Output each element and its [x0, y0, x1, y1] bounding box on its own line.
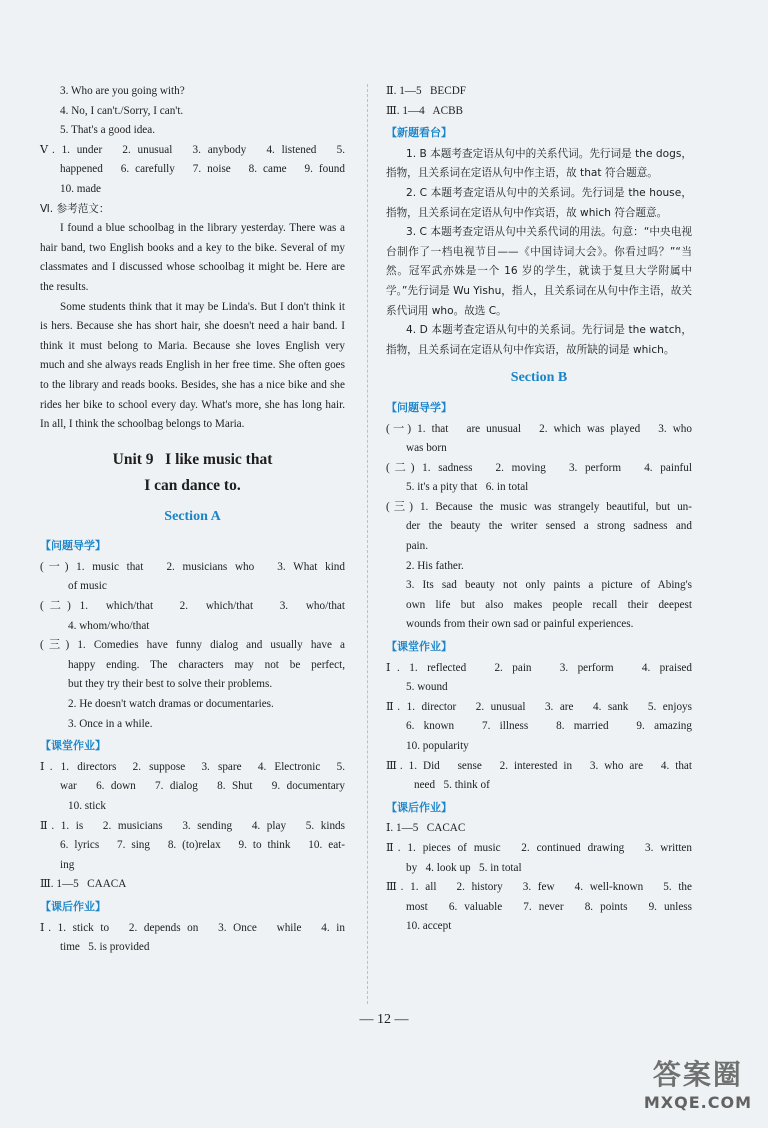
- answer-line: 5. wound: [406, 681, 448, 694]
- answer-line: by 4. look up 5. in total: [406, 861, 522, 874]
- xinti-explanation: 1. B 本题考查定语从句中的关系代词。先行词是 the dogs，指物，且关系词在定语从句中作主语，故 that 符合题意。: [386, 147, 692, 180]
- answer-line: 6. lyrics 7. sing 8. (to)relax 9. to think 10. eat-: [60, 839, 345, 852]
- tag-kehou-zuoye-b: 【课后作业】: [386, 800, 452, 814]
- answer-line: Ⅰ. 1. directors 2. suppose 3. spare 4. Electronic 5.: [40, 760, 345, 773]
- watermark-url: MXQE.COM: [643, 1093, 752, 1112]
- xinti-explanation: 2. C 本题考查定语从句中的关系词。先行词是 the house，指物，且关系词在定语从句中作宾语，故 which 符合题意。: [386, 186, 692, 219]
- answer-line: Ⅰ. 1. stick to 2. depends on 3. Once while 4. in: [40, 921, 345, 934]
- essay-paragraph: Some students think that it may be Linda's. But I don't think it is hers. Because she has short hair, she doesn't need a hair band. I think it must belong to Maria. Because she loves English very much and she always reads English in her free time. She often goes to the library and reads books. Besides, she has a nice bike and she rides her bike to school every day. What's more, she has long hair. In all, I think the schoolbag belongs to Maria.: [40, 300, 345, 431]
- answer-line: Ⅰ. 1. reflected 2. pain 3. perform 4. praised: [386, 661, 692, 674]
- wenti-answers-a: [40, 558, 345, 734]
- answer-line: (三) 1. Comedies have funny dialog and usually have a: [40, 639, 345, 652]
- answer-line: 2. His father.: [406, 559, 464, 572]
- answer-line: most 6. valuable 7. never 8. points 9. unless: [406, 900, 692, 913]
- sample-essay: [40, 219, 345, 435]
- unit-title: [40, 447, 345, 499]
- unit-title-line1: Unit 9 I like music that: [112, 450, 273, 468]
- answer-line: 10. accept: [406, 920, 452, 933]
- answer-line: 4. No, I can't./Sorry, I can't.: [60, 104, 184, 117]
- answer-line: 10. made: [60, 182, 102, 195]
- answer-line: Ⅲ. 1—5 CAACA: [40, 878, 127, 891]
- answer-line: but they try their best to solve their problems.: [68, 678, 273, 691]
- answer-line: war 6. down 7. dialog 8. Shut 9. documentary: [60, 780, 345, 793]
- answer-line: (一) 1. music that 2. musicians who 3. What kind: [40, 560, 345, 573]
- answer-line: of music: [68, 580, 107, 593]
- answer-line: Ⅵ. 参考范文：: [40, 202, 110, 215]
- answer-line: Ⅱ. 1—5 BECDF: [386, 85, 467, 97]
- column-divider: [367, 84, 368, 1004]
- watermark: [644, 1053, 752, 1112]
- answer-line: time 5. is provided: [60, 941, 150, 954]
- answer-line: 10. popularity: [406, 740, 469, 752]
- answer-line: happened 6. carefully 7. noise 8. came 9. found: [60, 163, 345, 176]
- answer-line: Ⅲ. 1—4 ACBB: [386, 104, 463, 117]
- answer-line: 6. known 7. illness 8. married 9. amazing: [406, 720, 692, 733]
- answer-line: Ⅱ. 1. is 2. musicians 3. sending 4. play 5. kinds: [40, 819, 345, 832]
- answer-line: Ⅱ. 1. pieces of music 2. continued drawing 3. written: [386, 841, 692, 854]
- tag-wenti-daoxue: 【问题导学】: [40, 539, 106, 553]
- answer-line: pain.: [406, 540, 429, 553]
- answer-line: 3. Who are you going with?: [60, 85, 185, 97]
- essay-paragraph: I found a blue schoolbag in the library yesterday. There was a hair band, two English books and a key to the bike. Several of my classmates and I discussed whose schoolbag it might be. Here are the results.: [40, 222, 345, 293]
- answer-line: Ⅴ. 1. under 2. unusual 3. anybody 4. listened 5.: [40, 143, 345, 156]
- ketang-answers-b: [386, 659, 692, 796]
- tag-kehou-zuoye: 【课后作业】: [40, 899, 106, 913]
- answer-line: was born: [406, 442, 447, 455]
- watermark-logo: 答案圈: [652, 1058, 743, 1091]
- answer-line: (二) 1. which/that 2. which/that 3. who/that: [40, 600, 345, 613]
- answer-line: (三) 1. Because the music was strangely beautiful, but un-: [386, 500, 692, 513]
- answer-line: (二) 1. sadness 2. moving 3. perform 4. painful: [386, 461, 692, 474]
- answer-line: Ⅰ. 1—5 CACAC: [386, 822, 466, 835]
- answer-line: wounds from their own sad or painful experiences.: [406, 618, 634, 631]
- answer-line: 5. That's a good idea.: [60, 124, 156, 137]
- ketang-answers-a: [40, 758, 345, 895]
- answer-line: der the beauty the writer sensed a strong sadness and: [406, 520, 692, 533]
- right-column: [386, 82, 692, 937]
- tag-wenti-daoxue-b: 【问题导学】: [386, 400, 452, 414]
- answer-line: 2. He doesn't watch dramas or documentaries.: [68, 698, 274, 711]
- xinti-explanation: 3. C 本题考查定语从句中关系代词的用法。句意：“中央电视台制作了一档电视节目——《中国诗词大会》。你看过吗？”“当然。冠军武亦姝是一个 16 岁的学生，就读于复旦大学附属中学。”先行词是 Wu Yishu，指人，且关系词在从句中作主语，故关系代词用 who。故选 C。: [386, 226, 692, 317]
- answer-line: need 5. think of: [414, 779, 490, 792]
- answer-line: 4. whom/who/that: [68, 619, 150, 632]
- answer-line: Ⅱ. 1. director 2. unusual 3. are 4. sank 5. enjoys: [386, 700, 692, 713]
- answer-line: 10. stick: [68, 800, 106, 812]
- right-top-lines: [386, 82, 692, 121]
- kehou-answers-a: [40, 919, 345, 958]
- tag-xinti-kantai: 【新题看台】: [386, 126, 452, 140]
- page-number: — 12 —: [359, 1012, 409, 1027]
- answer-line: (一) 1. that are unusual 2. which was played 3. who: [386, 422, 692, 435]
- answer-line: happy ending. The characters may not be perfect,: [68, 658, 345, 671]
- answer-line: Ⅲ. 1. all 2. history 3. few 4. well-known 5. the: [386, 881, 692, 894]
- xinti-explanation: 4. D 本题考查定语从句中的关系词。先行词是 the watch，指物，且关系词在定语从句中作宾语，故所缺的词是 which。: [386, 324, 692, 356]
- xinti-explanations: [386, 145, 692, 361]
- answer-line: ing: [60, 858, 75, 871]
- answer-line: 3. Once in a while.: [68, 717, 153, 730]
- answer-line: own life but also makes people recall their deepest: [406, 598, 692, 611]
- section-a-title: Section A: [164, 508, 221, 524]
- tag-ketang-zuoye-b: 【课堂作业】: [386, 640, 452, 654]
- kehou-answers-b: [386, 819, 692, 937]
- left-column: [40, 82, 345, 958]
- wenti-answers-b: [386, 420, 692, 636]
- answer-line: Ⅲ. 1. Did sense 2. interested in 3. who are 4. that: [386, 759, 692, 772]
- answer-line: 5. it's a pity that 6. in total: [406, 481, 529, 494]
- unit-title-line2: I can dance to.: [144, 476, 241, 494]
- answer-line: 3. Its sad beauty not only paints a picture of Abing's: [406, 579, 692, 592]
- section-b-title: Section B: [510, 370, 568, 386]
- tag-ketang-zuoye: 【课堂作业】: [40, 739, 106, 753]
- left-top-lines: [40, 82, 345, 219]
